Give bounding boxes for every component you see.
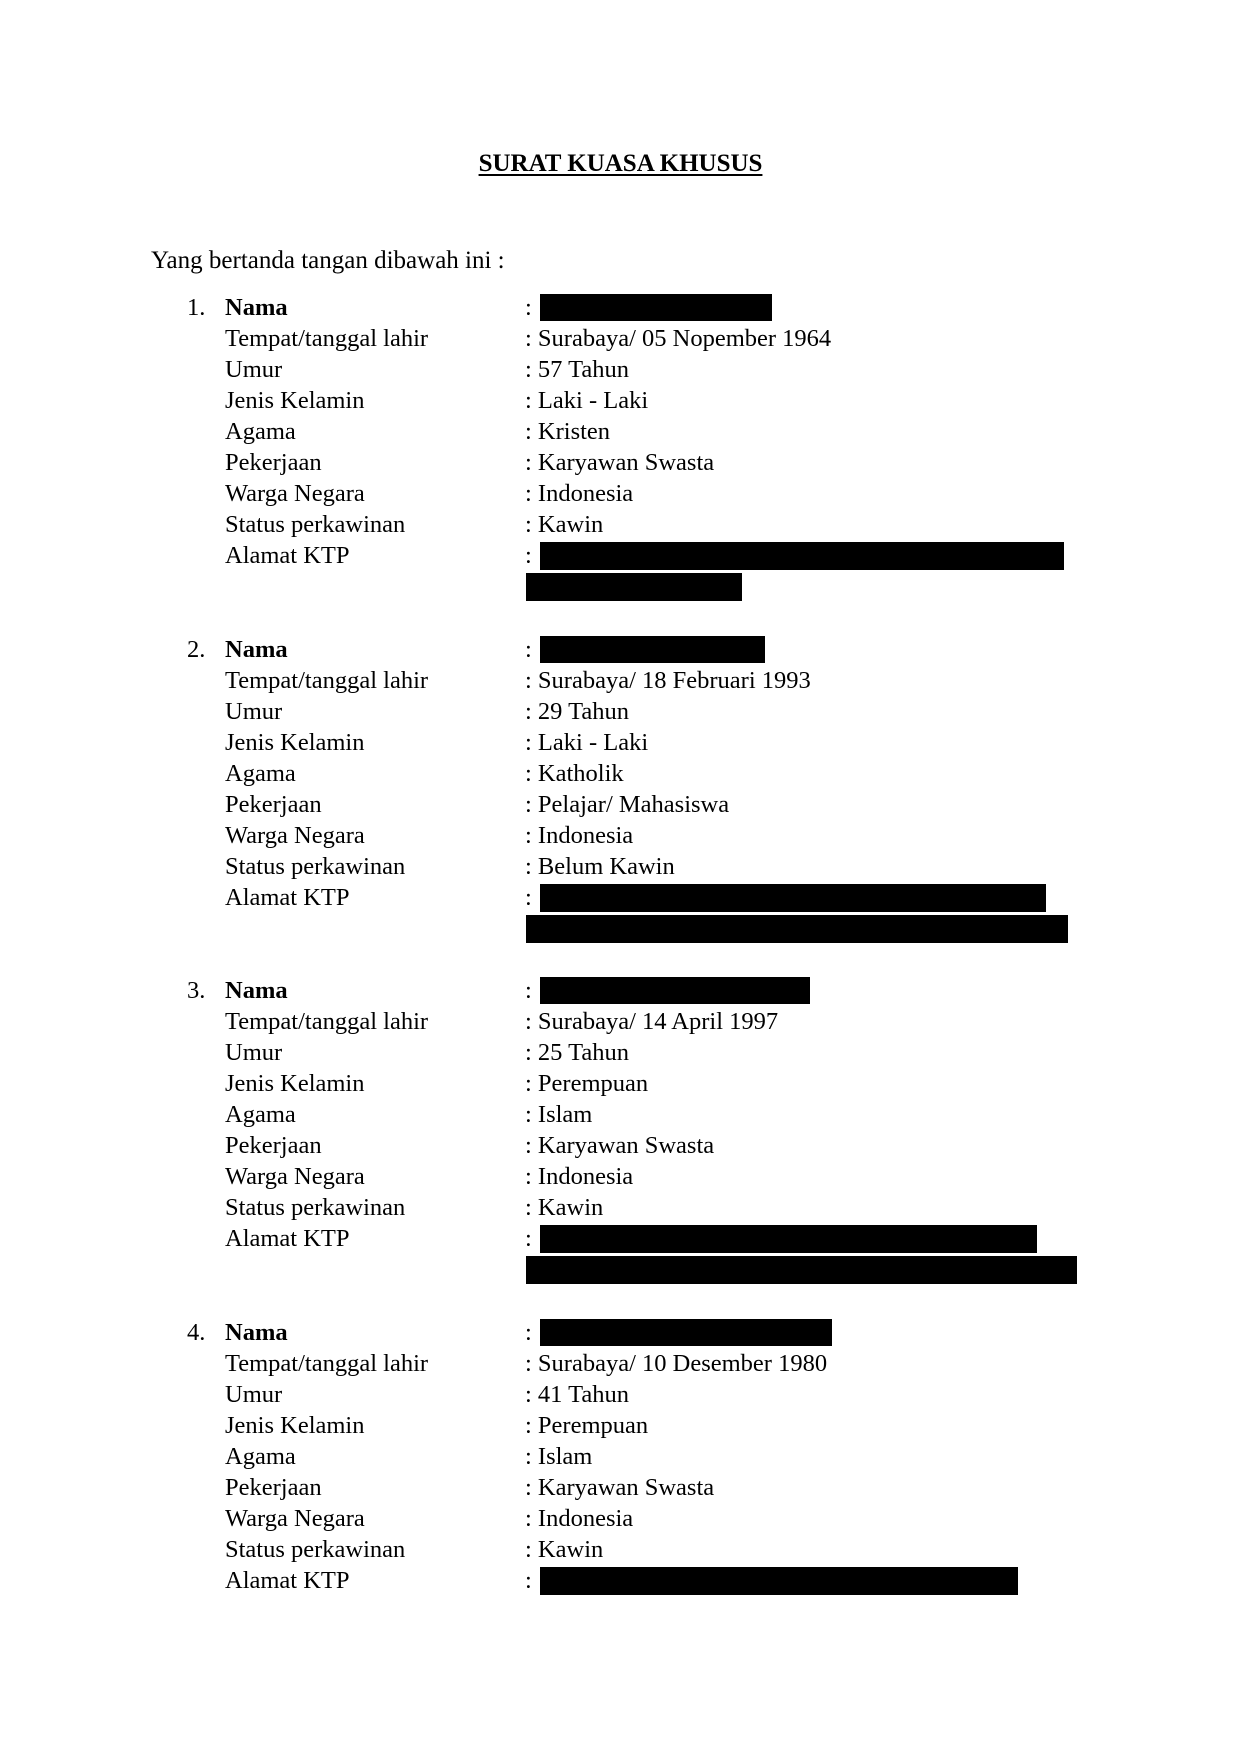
- row-warga-negara: [0, 478, 1241, 509]
- label-status-perkawinan: Status perkawinan: [225, 1536, 406, 1563]
- label-agama: Agama: [225, 760, 296, 787]
- label-nama: Nama: [225, 1319, 288, 1346]
- person-number: 3.: [187, 977, 206, 1004]
- label-jenis-kelamin: Jenis Kelamin: [225, 1412, 365, 1439]
- redacted-name: [540, 636, 765, 663]
- row-alamat-ktp: [0, 1565, 1241, 1596]
- label-nama: Nama: [225, 636, 288, 663]
- row-agama: [0, 1441, 1241, 1472]
- value-pekerjaan: : Karyawan Swasta: [525, 1132, 715, 1159]
- value-tempat-tanggal-lahir: : Surabaya/ 10 Desember 1980: [525, 1350, 828, 1377]
- label-umur: Umur: [225, 698, 283, 725]
- colon: :: [525, 542, 532, 569]
- row-jenis-kelamin: [0, 727, 1241, 758]
- label-agama: Agama: [225, 1443, 296, 1470]
- value-warga-negara: : Indonesia: [525, 822, 634, 849]
- row-umur: [0, 696, 1241, 727]
- value-warga-negara: : Indonesia: [525, 480, 634, 507]
- label-warga-negara: Warga Negara: [225, 480, 365, 507]
- value-agama: : Islam: [525, 1443, 593, 1470]
- value-agama: : Islam: [525, 1101, 593, 1128]
- person-number: 1.: [187, 294, 206, 321]
- redacted-address-line-2: [526, 573, 742, 601]
- value-agama: : Kristen: [525, 418, 611, 445]
- label-jenis-kelamin: Jenis Kelamin: [225, 729, 365, 756]
- value-status-perkawinan: : Belum Kawin: [525, 853, 675, 880]
- label-alamat-ktp: Alamat KTP: [225, 1225, 350, 1252]
- value-jenis-kelamin: : Perempuan: [525, 1070, 649, 1097]
- colon: :: [525, 1225, 532, 1252]
- value-status-perkawinan: : Kawin: [525, 511, 604, 538]
- row-warga-negara: [0, 820, 1241, 851]
- colon: :: [525, 1567, 532, 1594]
- value-jenis-kelamin: : Laki - Laki: [525, 387, 649, 414]
- value-warga-negara: : Indonesia: [525, 1505, 634, 1532]
- redacted-address-line-1: [540, 1567, 1018, 1595]
- value-jenis-kelamin: : Laki - Laki: [525, 729, 649, 756]
- label-status-perkawinan: Status perkawinan: [225, 1194, 406, 1221]
- redacted-name: [540, 977, 810, 1004]
- value-status-perkawinan: : Kawin: [525, 1536, 604, 1563]
- row-status-perkawinan: [0, 1192, 1241, 1223]
- value-pekerjaan: : Karyawan Swasta: [525, 1474, 715, 1501]
- label-warga-negara: Warga Negara: [225, 822, 365, 849]
- row-umur: [0, 1037, 1241, 1068]
- label-tempat-tanggal-lahir: Tempat/tanggal lahir: [225, 325, 429, 352]
- colon: :: [525, 977, 532, 1004]
- label-nama: Nama: [225, 294, 288, 321]
- person-number: 4.: [187, 1319, 206, 1346]
- value-tempat-tanggal-lahir: : Surabaya/ 14 April 1997: [525, 1008, 779, 1035]
- redacted-address-line-1: [540, 1225, 1037, 1253]
- row-nama: [0, 292, 1241, 323]
- value-warga-negara: : Indonesia: [525, 1163, 634, 1190]
- value-umur: : 41 Tahun: [525, 1381, 629, 1408]
- row-ttl: [0, 1006, 1241, 1037]
- label-jenis-kelamin: Jenis Kelamin: [225, 387, 365, 414]
- row-ttl: [0, 1348, 1241, 1379]
- redacted-address-line-1: [540, 542, 1064, 570]
- row-warga-negara: [0, 1161, 1241, 1192]
- intro-text: Yang bertanda tangan dibawah ini :: [151, 247, 505, 274]
- label-agama: Agama: [225, 1101, 296, 1128]
- label-alamat-ktp: Alamat KTP: [225, 884, 350, 911]
- row-pekerjaan: [0, 789, 1241, 820]
- row-nama: [0, 1317, 1241, 1348]
- label-jenis-kelamin: Jenis Kelamin: [225, 1070, 365, 1097]
- row-status-perkawinan: [0, 851, 1241, 882]
- row-nama: [0, 975, 1241, 1006]
- value-umur: : 29 Tahun: [525, 698, 629, 725]
- row-pekerjaan: [0, 1472, 1241, 1503]
- row-pekerjaan: [0, 447, 1241, 478]
- label-tempat-tanggal-lahir: Tempat/tanggal lahir: [225, 1350, 429, 1377]
- row-ttl: [0, 665, 1241, 696]
- label-pekerjaan: Pekerjaan: [225, 449, 322, 476]
- row-jenis-kelamin: [0, 385, 1241, 416]
- redacted-name: [540, 1319, 832, 1346]
- redacted-name: [540, 294, 772, 321]
- row-nama: [0, 634, 1241, 665]
- label-warga-negara: Warga Negara: [225, 1505, 365, 1532]
- row-status-perkawinan: [0, 1534, 1241, 1565]
- colon: :: [525, 884, 532, 911]
- value-tempat-tanggal-lahir: : Surabaya/ 05 Nopember 1964: [525, 325, 832, 352]
- row-warga-negara: [0, 1503, 1241, 1534]
- label-alamat-ktp: Alamat KTP: [225, 1567, 350, 1594]
- value-pekerjaan: : Karyawan Swasta: [525, 449, 715, 476]
- label-status-perkawinan: Status perkawinan: [225, 511, 406, 538]
- label-pekerjaan: Pekerjaan: [225, 1474, 322, 1501]
- value-pekerjaan: : Pelajar/ Mahasiswa: [525, 791, 730, 818]
- label-umur: Umur: [225, 356, 283, 383]
- row-jenis-kelamin: [0, 1068, 1241, 1099]
- label-tempat-tanggal-lahir: Tempat/tanggal lahir: [225, 667, 429, 694]
- colon: :: [525, 1319, 532, 1346]
- redacted-address-line-2: [526, 915, 1068, 943]
- redacted-address-line-2: [526, 1256, 1077, 1284]
- row-status-perkawinan: [0, 509, 1241, 540]
- value-status-perkawinan: : Kawin: [525, 1194, 604, 1221]
- label-umur: Umur: [225, 1381, 283, 1408]
- label-tempat-tanggal-lahir: Tempat/tanggal lahir: [225, 1008, 429, 1035]
- row-pekerjaan: [0, 1130, 1241, 1161]
- value-agama: : Katholik: [525, 760, 624, 787]
- redacted-address-line-1: [540, 884, 1046, 912]
- row-agama: [0, 758, 1241, 789]
- label-nama: Nama: [225, 977, 288, 1004]
- label-agama: Agama: [225, 418, 296, 445]
- row-alamat-ktp: [0, 882, 1241, 913]
- label-alamat-ktp: Alamat KTP: [225, 542, 350, 569]
- row-alamat-ktp: [0, 540, 1241, 571]
- value-tempat-tanggal-lahir: : Surabaya/ 18 Februari 1993: [525, 667, 811, 694]
- row-jenis-kelamin: [0, 1410, 1241, 1441]
- value-jenis-kelamin: : Perempuan: [525, 1412, 649, 1439]
- label-status-perkawinan: Status perkawinan: [225, 853, 406, 880]
- person-number: 2.: [187, 636, 206, 663]
- row-agama: [0, 416, 1241, 447]
- row-umur: [0, 1379, 1241, 1410]
- row-umur: [0, 354, 1241, 385]
- document-title: SURAT KUASA KHUSUS: [478, 150, 763, 177]
- colon: :: [525, 636, 532, 663]
- row-ttl: [0, 323, 1241, 354]
- colon: :: [525, 294, 532, 321]
- value-umur: : 25 Tahun: [525, 1039, 629, 1066]
- row-alamat-ktp: [0, 1223, 1241, 1254]
- label-pekerjaan: Pekerjaan: [225, 791, 322, 818]
- label-pekerjaan: Pekerjaan: [225, 1132, 322, 1159]
- row-agama: [0, 1099, 1241, 1130]
- label-umur: Umur: [225, 1039, 283, 1066]
- value-umur: : 57 Tahun: [525, 356, 629, 383]
- label-warga-negara: Warga Negara: [225, 1163, 365, 1190]
